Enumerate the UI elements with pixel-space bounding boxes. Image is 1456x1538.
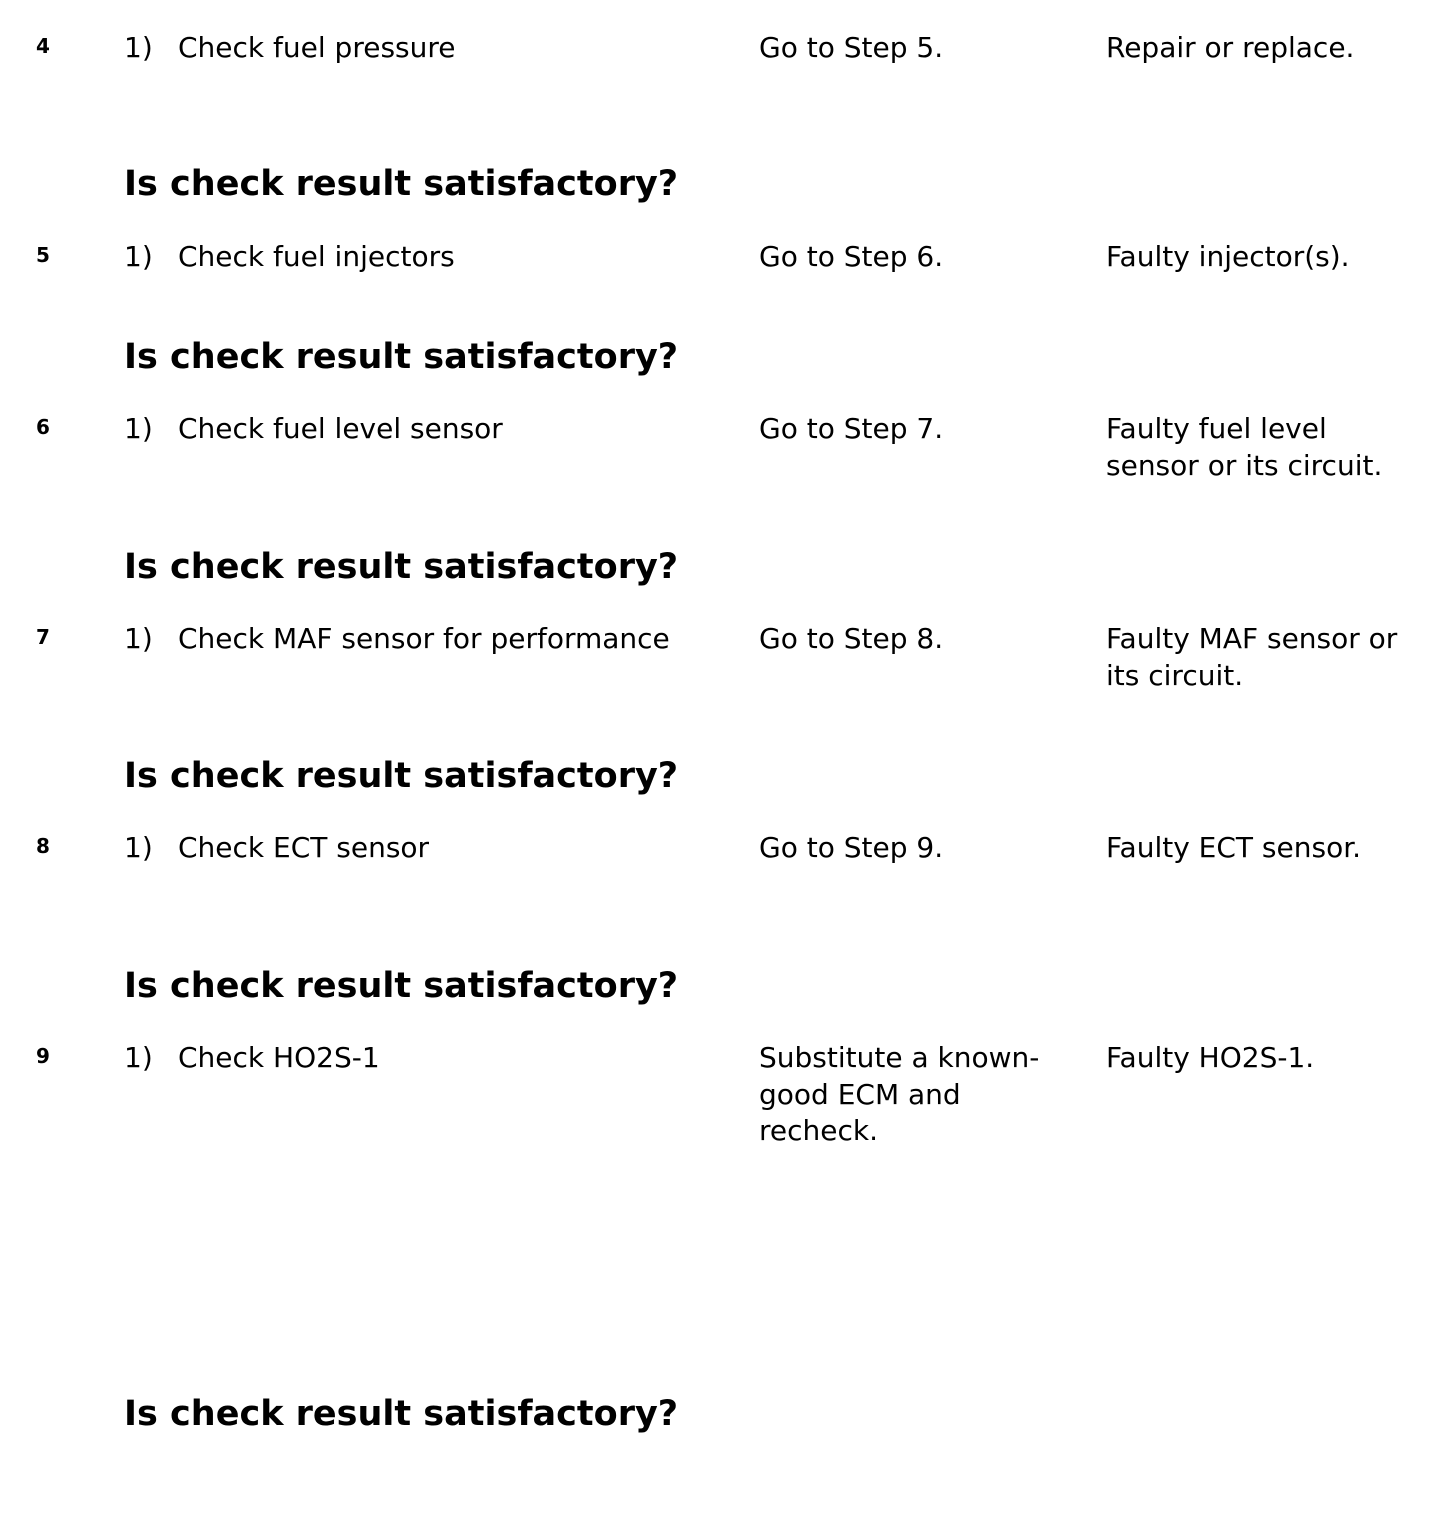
step-action (124, 239, 455, 275)
step-number: 8 (36, 834, 50, 858)
action-text: Check fuel level sensor (178, 412, 503, 445)
action-text: Check ECT sensor (178, 831, 430, 864)
step-number: 4 (36, 34, 50, 58)
step-number: 7 (36, 625, 50, 649)
step-action (124, 411, 503, 447)
step-action (124, 830, 429, 866)
action-text: Check fuel pressure (178, 31, 456, 64)
step-question: Is check result satisfactory? (124, 547, 679, 587)
step-number: 5 (36, 243, 50, 267)
step-question: Is check result satisfactory? (124, 337, 679, 377)
action-text: Check HO2S-1 (178, 1041, 380, 1074)
step-number: 9 (36, 1044, 50, 1068)
yes-result: Substitute a known-good ECM and recheck. (759, 1041, 1040, 1147)
action-index: 1) (124, 31, 153, 64)
no-result: Faulty injector(s). (1106, 240, 1350, 273)
step-action (124, 1040, 380, 1076)
step-number: 6 (36, 415, 50, 439)
step-question: Is check result satisfactory? (124, 1394, 679, 1434)
action-index: 1) (124, 1041, 153, 1074)
action-index: 1) (124, 412, 153, 445)
no-result: Faulty MAF sensor or its circuit. (1106, 622, 1398, 692)
no-result: Faulty HO2S-1. (1106, 1041, 1315, 1074)
step-question: Is check result satisfactory? (124, 966, 679, 1006)
step-question: Is check result satisfactory? (124, 756, 679, 796)
yes-result: Go to Step 7. (759, 412, 944, 445)
step-action (124, 30, 455, 66)
step-question: Is check result satisfactory? (124, 164, 679, 204)
yes-result: Go to Step 5. (759, 31, 944, 64)
yes-result: Go to Step 9. (759, 831, 944, 864)
action-index: 1) (124, 240, 153, 273)
step-action (124, 621, 670, 657)
yes-result: Go to Step 6. (759, 240, 944, 273)
yes-result: Go to Step 8. (759, 622, 944, 655)
action-text: Check fuel injectors (178, 240, 455, 273)
no-result: Repair or replace. (1106, 31, 1355, 64)
action-index: 1) (124, 622, 153, 655)
no-result: Faulty ECT sensor. (1106, 831, 1362, 864)
action-index: 1) (124, 831, 153, 864)
action-text: Check MAF sensor for performance (178, 622, 670, 655)
no-result: Faulty fuel level sensor or its circuit. (1106, 412, 1383, 482)
